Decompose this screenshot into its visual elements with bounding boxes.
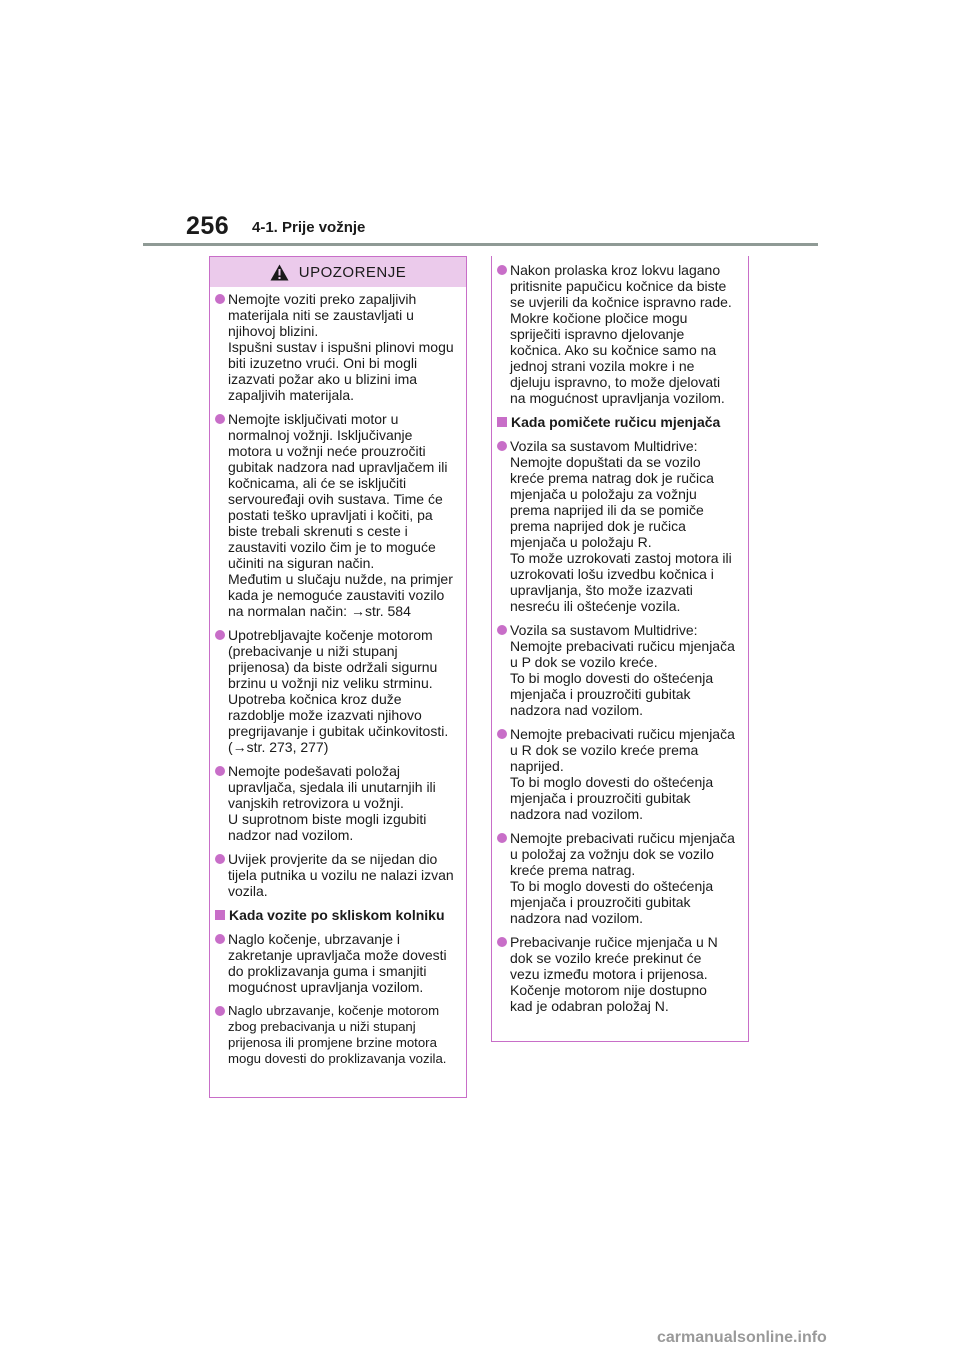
circle-bullet-icon [215,1006,225,1016]
list-item [497,262,742,406]
list-item-text: Nemojte voziti preko zapaljivih materijala niti se zaustavljati u njihovoj blizini. Ispušni sustav i ispušni plinovi mogu biti izuzetno vrući. Oni bi mogli izazvati požar ako u blizini ima zapaljivih materijala. [228,291,454,403]
circle-bullet-icon [497,833,507,843]
list-item [215,627,460,755]
list-item [215,763,460,843]
list-item-text: Naglo kočenje, ubrzavanje i zakretanje upravljača može dovesti do proklizavanja guma i smanjiti mogućnost upravljanja vozilom. [228,931,447,995]
subheading-text: Kada pomičete ručicu mjenjača [511,414,721,430]
subheading [497,414,742,430]
list-item-text: Upotrebljavajte kočenje motorom (prebacivanje u niži stupanj prijenosa) da biste održali sigurnu brzinu u vožnji niz veliku strminu. Upotreba kočnica kroz duže razdoblje može izazvati njihovo pregrijavanje i gubitak učinkovitosti. (→str. 273, 277) [228,627,449,755]
warning-triangle-icon [270,264,289,281]
page-number: 256 [186,212,230,240]
square-bullet-icon [497,417,507,427]
list-item [215,291,460,403]
list-item [215,851,460,899]
section-title: 4-1. Prije vožnje [252,219,366,236]
list-item-text: Vozila sa sustavom Multidrive: Nemojte prebacivati ručicu mjenjača u P dok se vozilo kreće. To bi moglo dovesti do oštećenja mjenjača i prouzročiti gubitak nadzora nad vozilom. [510,622,735,718]
circle-bullet-icon [497,937,507,947]
list-item [497,934,742,1014]
list-item-text: Naglo ubrzavanje, kočenje motorom zbog prebacivanja u niži stupanj prijenosa ili promjene brzine motora mogu dovesti do proklizavanja vozila. [228,1003,447,1066]
list-item-text: Nemojte isključivati motor u normalnoj vožnji. Isključivanje motora u vožnji neće prouzročiti gubitak nadzora nad upravljačem ili kočnicama, ali će se isključiti servouređaji ovih sustava. Time će postati teško upravljati i kočiti, pa biste trebali skrenuti s ceste i zaustaviti vozilo čim je to moguće učiniti na siguran način. Međutim u slučaju nužde, na primjer kada je nemoguće zaustaviti vozilo na normalan način: →str. 584 [228,411,453,619]
list-item-text: Prebacivanje ručice mjenjača u N dok se vozilo kreće prekinut će vezu između motora i prijenosa. Kočenje motorom nije dostupno kad je odabran položaj N. [510,934,718,1014]
list-item [215,931,460,995]
warning-body-right [492,256,748,1014]
list-item-text: Vozila sa sustavom Multidrive: Nemojte dopuštati da se vozilo kreće prema natrag dok je ručica mjenjača u položaju za vožnju prema naprijed ili da se pomiče prema naprijed dok je ručica mjenjača u položaju R. To može uzrokovati zastoj motora ili uzrokovati lošu izvedbu kočnica i upravljanja, što može izazvati nesreću ili oštećenje vozila. [510,438,732,614]
subheading-text: Kada vozite po skliskom kolniku [229,907,445,923]
watermark: carmanualsonline.info [657,1329,827,1346]
list-item-text: Nemojte podešavati položaj upravljača, sjedala ili unutarnjih ili vanjskih retrovizora u vožnji. U suprotnom biste mogli izgubiti nadzor nad vozilom. [228,763,436,843]
warning-box-right [491,256,749,1042]
list-item [497,726,742,822]
circle-bullet-icon [215,766,225,776]
list-item-text: Nakon prolaska kroz lokvu lagano pritisnite papučicu kočnice da biste se uvjerili da kočnice ispravno rade. Mokre kočione pločice mogu spriječiti ispravno djelovanje kočnica. Ako su kočnice samo na jednoj strani vozila mokre i ne djeluju ispravno, to može djelovati na mogućnost upravljanja vozilom. [510,262,732,406]
list-item [215,411,460,619]
list-item [497,438,742,614]
warning-body-left [210,287,466,1067]
square-bullet-icon [215,910,225,920]
circle-bullet-icon [497,441,507,451]
circle-bullet-icon [215,630,225,640]
warning-header [210,257,466,287]
list-item [497,830,742,926]
warning-box-left [209,256,467,1098]
warning-title: UPOZORENJE [298,263,407,281]
circle-bullet-icon [215,294,225,304]
circle-bullet-icon [497,729,507,739]
list-item-text: Nemojte prebacivati ručicu mjenjača u R dok se vozilo kreće prema naprijed. To bi moglo dovesti do oštećenja mjenjača i prouzročiti gubitak nadzora nad vozilom. [510,726,735,822]
list-item [497,622,742,718]
list-item-text: Nemojte prebacivati ručicu mjenjača u položaj za vožnju dok se vozilo kreće prema natrag. To bi moglo dovesti do oštećenja mjenjača i prouzročiti gubitak nadzora nad vozilom. [510,830,735,926]
header-rule [143,243,818,246]
circle-bullet-icon [215,934,225,944]
circle-bullet-icon [215,414,225,424]
subheading [215,907,460,923]
circle-bullet-icon [497,265,507,275]
list-item-text: Uvijek provjerite da se nijedan dio tijela putnika u vozilu ne nalazi izvan vozila. [228,851,454,899]
list-item [215,1003,460,1067]
circle-bullet-icon [215,854,225,864]
circle-bullet-icon [497,625,507,635]
